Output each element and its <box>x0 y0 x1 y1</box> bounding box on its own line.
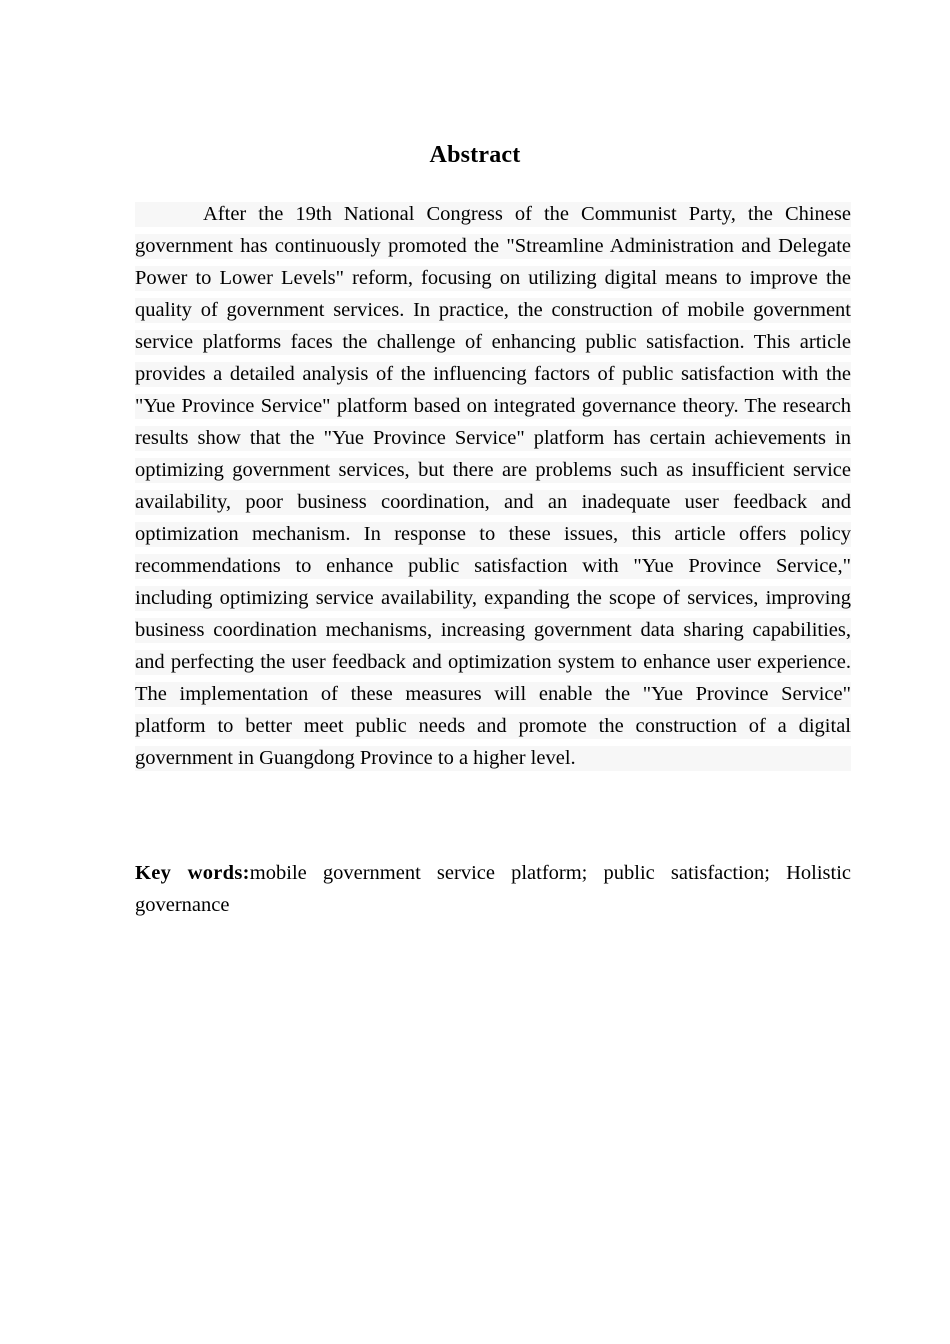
keywords-value: mobile government service platform; public satisfaction; Holistic governance <box>135 861 851 916</box>
keywords-line <box>135 857 851 921</box>
abstract-section <box>135 198 851 774</box>
keywords-label: Key words: <box>135 861 250 884</box>
page-title: Abstract <box>429 142 521 169</box>
abstract-paragraph: After the 19th National Congress of the Communist Party, the Chinese government has continuously promoted the "Streamline Administration and Delegate Power to Lower Levels" reform, focusing on utilizing digital means to improve the quality of government services. In practice, the construction of mobile government service platforms faces the challenge of enhancing public satisfaction. This article provides a detailed analysis of the influencing factors of public satisfaction with the "Yue Province Service" platform based on integrated governance theory. The research results show that the "Yue Province Service" platform has certain achievements in optimizing government services, but there are problems such as insufficient service availability, poor business coordination, and an inadequate user feedback and optimization mechanism. In response to these issues, this article offers policy recommendations to enhance public satisfaction with "Yue Province Service," including optimizing service availability, expanding the scope of services, improving business coordination mechanisms, increasing government data sharing capabilities, and perfecting the user feedback and optimization system to enhance user experience. The implementation of these measures will enable the "Yue Province Service" platform to better meet public needs and promote the construction of a digital government in Guangdong Province to a higher level. <box>135 198 851 774</box>
